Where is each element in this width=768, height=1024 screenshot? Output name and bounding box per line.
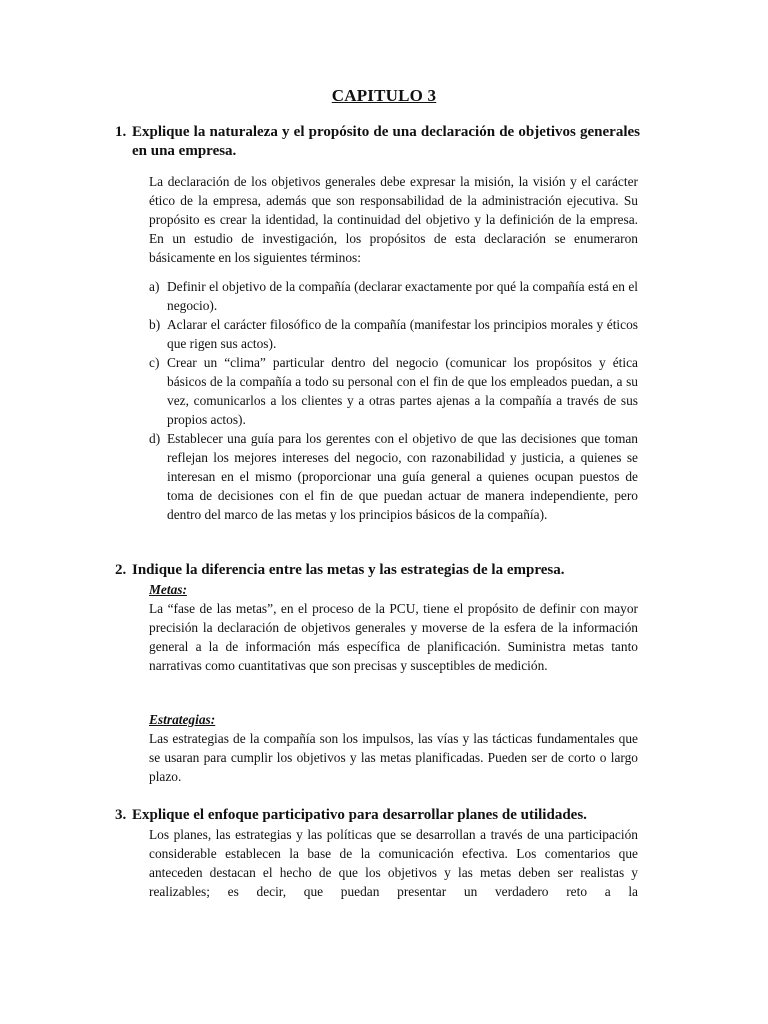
question-1-paragraph: La declaración de los objetivos generales debe expresar la misión, la visión y el carácter ético de la empresa, además que son responsabilidad de la administración ejecutiva. Su propósito es crear la identidad, la continuidad del objetivo y la definición de la empresa. En un estudio de investigación, los propósitos de esta declaración se enumeraron básicamente en los siguientes términos: (149, 174, 638, 265)
list-item-text: Establecer una guía para los gerentes con el objetivo de que las decisiones que toman reflejan los mejores intereses del negocio, con razonabilidad y justicia, a quienes se interesan en el mismo (proporcionar una guía general a quienes ocupan puestos de toma de decisiones con el fin de que puedan actuar de manera independiente, pero dentro del marco de las metas y los principios básicos de la compañía). (167, 431, 638, 522)
list-item-marker: a) (149, 279, 160, 294)
list-item (149, 353, 638, 429)
question-1 (115, 123, 640, 161)
list-item-text: Crear un “clima” particular dentro del negocio (comunicar los propósitos y ética básicos de la compañía a todo su personal con el fin de que los empleados puedan, a su vez, comunicarlos a los clientes y a otras partes ajenas a la compañía a través de sus propios actos). (167, 355, 638, 427)
question-1-list (149, 277, 638, 524)
question-2-number: 2. (115, 562, 127, 578)
estrategias-paragraph: Las estrategias de la compañía son los impulsos, las vías y las tácticas fundamentales que se usaran para cumplir los objetivos y las metas planificadas. Pueden ser de corto o largo plazo. (149, 731, 638, 784)
list-item-text: Aclarar el carácter filosófico de la compañía (manifestar los principios morales y éticos que rigen sus actos). (167, 317, 638, 351)
list-item-marker: c) (149, 355, 160, 370)
list-item (149, 277, 638, 315)
question-1-number: 1. (115, 124, 127, 140)
estrategias-heading: Estrategias: (149, 712, 216, 727)
question-3-number: 3. (115, 807, 127, 823)
metas-heading: Metas: (149, 582, 187, 597)
list-item-marker: b) (149, 317, 161, 332)
question-3-text: Explique el enfoque participativo para desarrollar planes de utilidades. (132, 807, 587, 823)
list-item (149, 315, 638, 353)
question-3-paragraph: Los planes, las estrategias y las políticas que se desarrollan a través de una participación considerable establecen la base de la comunicación efectiva. Los comentarios que anteceden destacan el hecho de que los objetivos y las metas deben ser realistas y realizables; es decir, que puedan presentar un verdadero reto a la (149, 827, 638, 899)
question-2 (115, 561, 640, 580)
list-item-text: Definir el objetivo de la compañía (declarar exactamente por qué la compañía está en el negocio). (167, 279, 638, 313)
page-title: CAPITULO 3 (331, 86, 437, 105)
question-1-text: Explique la naturaleza y el propósito de una declaración de objetivos generales en una empresa. (132, 124, 640, 159)
metas-paragraph: La “fase de las metas”, en el proceso de la PCU, tiene el propósito de definir con mayor precisión la declaración de objetivos generales y moverse de la esfera de la información general a la de información más específica de planificación. Suministra metas tanto narrativas como cuantitativas que son precisas y susceptibles de medición. (149, 601, 638, 673)
question-3 (115, 806, 640, 825)
question-2-text: Indique la diferencia entre las metas y las estrategias de la empresa. (132, 562, 565, 578)
list-item (149, 429, 638, 524)
list-item-marker: d) (149, 431, 161, 446)
